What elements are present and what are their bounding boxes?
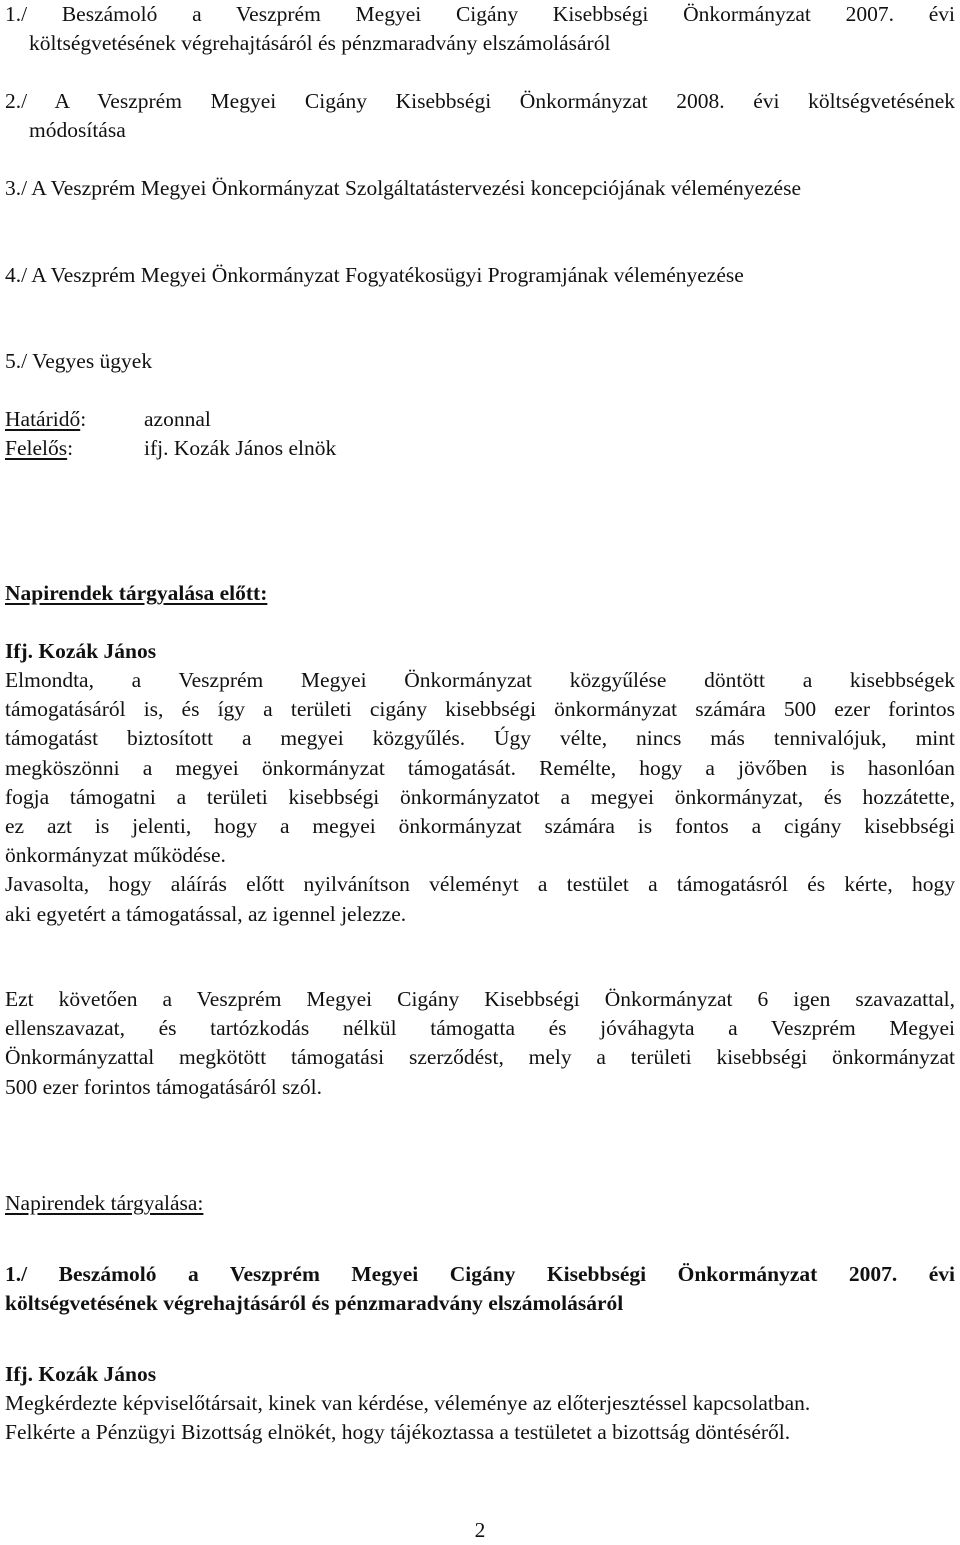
paragraph-line: Felkérte a Pénzügyi Bizottság elnökét, hogy tájékoztassa a testületet a bizottság döntéséről. (5, 1420, 791, 1444)
paragraph-line: fogja támogatni a területi kisebbségi önkormányzatot a megyei önkormányzat, és hozzátette, (5, 784, 955, 809)
agenda-item-4: 4./ A Veszprém Megyei Önkormányzat Fogyatékosügyi Programjának véleményezése (5, 263, 744, 287)
paragraph-line: Elmondta, a Veszprém Megyei Önkormányzat közgyűlése döntött a kisebbségek (5, 668, 955, 692)
responsible-label: Felelős (5, 436, 68, 460)
responsible-row (5, 434, 955, 463)
agenda-item-1-line-1: 1./ Beszámoló a Veszprém Megyei Cigány Kisebbségi Önkormányzat 2007. évi (5, 2, 955, 26)
paragraph-line: Javasolta, hogy aláírás előtt nyilvánítson véleményt a testület a támogatásról és kérte, hogy (5, 872, 955, 897)
paragraph-vote (5, 985, 955, 1102)
agenda-discussion-item-1 (5, 1260, 955, 1318)
paragraph-line: támogatásáról is, és így a területi cigány kisebbségi önkormányzat számára 500 ezer forintos (5, 697, 955, 722)
deadline-row (5, 405, 955, 434)
paragraph-question (5, 1389, 955, 1447)
paragraph-line: ez azt is jelenti, hogy a megyei önkormányzat számára is fontos a cigány kisebbségi (5, 814, 955, 839)
paragraph-line: Ezt követően a Veszprém Megyei Cigány Kisebbségi Önkormányzat 6 igen szavazattal, (5, 987, 955, 1011)
agenda-discussion-item-1-line-2: költségvetésének végrehajtásáról és pénzmaradvány elszámolásáról (5, 1291, 624, 1315)
deadline-label: Határidő (5, 407, 81, 431)
speaker-name: Ifj. Kozák János (5, 639, 157, 663)
page-number: 2 (474, 1518, 486, 1542)
agenda-item-2-line-2: módosítása (29, 118, 126, 142)
section-heading-before-agenda: Napirendek tárgyalása előtt: (5, 581, 268, 605)
paragraph-line: aki egyetért a támogatással, az igennel jelezze. (5, 901, 407, 926)
agenda-item-2-line-1: 2./ A Veszprém Megyei Cigány Kisebbségi Önkormányzat 2008. évi költségvetésének (5, 89, 955, 113)
agenda-item-1-line-2: költségvetésének végrehajtásáról és pénzmaradvány elszámolásáról (29, 31, 611, 55)
paragraph-line: megköszönni a megyei önkormányzat támogatását. Remélte, hogy a jövőben is hasonlóan (5, 755, 955, 780)
paragraph-line: önkormányzat működése. (5, 843, 226, 868)
agenda-item-1 (5, 0, 955, 58)
paragraph-line: 500 ezer forintos támogatásáról szól. (5, 1074, 323, 1099)
agenda-item-2 (5, 87, 955, 145)
paragraph-line: ellenszavazat, és tartózkodás nélkül támogatta és jóváhagyta a Veszprém Megyei (5, 1016, 955, 1041)
paragraph-speech (5, 666, 955, 929)
responsible-colon: : (67, 436, 74, 460)
speaker-name: Ifj. Kozák János (5, 1362, 157, 1386)
deadline-colon: : (80, 407, 87, 431)
paragraph-line: támogatást biztosított a megyei közgyűlés. Úgy vélte, nincs más tennivalójuk, mint (5, 726, 955, 751)
paragraph-line: Önkormányzattal megkötött támogatási szerződést, mely a területi kisebbségi önkormányzat (5, 1045, 955, 1070)
deadline-value: azonnal (144, 407, 211, 431)
section-heading-agenda: Napirendek tárgyalása: (5, 1191, 204, 1215)
agenda-item-5: 5./ Vegyes ügyek (5, 349, 153, 373)
paragraph-line: Megkérdezte képviselőtársait, kinek van kérdése, véleménye az előterjesztéssel kapcsolatban. (5, 1391, 811, 1415)
responsible-value: ifj. Kozák János elnök (144, 436, 337, 460)
agenda-discussion-item-1-line-1: 1./ Beszámoló a Veszprém Megyei Cigány Kisebbségi Önkormányzat 2007. évi (5, 1262, 955, 1286)
agenda-item-3: 3./ A Veszprém Megyei Önkormányzat Szolgáltatástervezési koncepciójának véleményezése (5, 176, 802, 200)
